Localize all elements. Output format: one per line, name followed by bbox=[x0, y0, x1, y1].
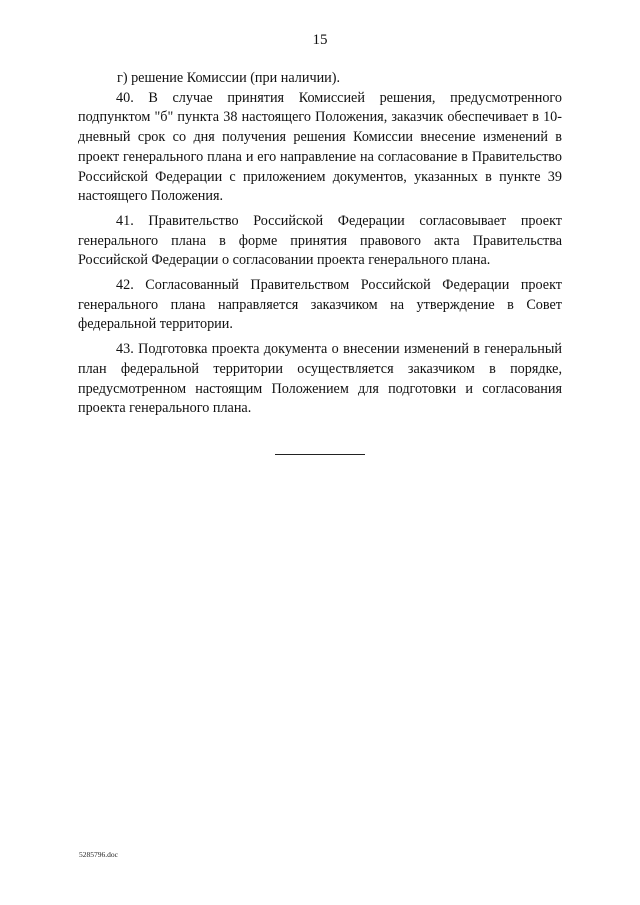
page-number: 15 bbox=[312, 32, 328, 48]
paragraph-43: 43. Подготовка проекта документа о внесении изменений в генеральный план федеральной территории осуществляется заказчиком в порядке, предусмотренном настоящим Положением для подготовки и согласования проекта генерального плана. bbox=[78, 341, 562, 417]
end-separator-line bbox=[275, 454, 365, 455]
footer-file-code: 5285796.doc bbox=[79, 850, 118, 859]
paragraph-42: 42. Согласованный Правительством Российской Федерации проект генерального плана направляется заказчиком на утверждение в Совет федеральной территории. bbox=[78, 277, 562, 333]
document-body bbox=[78, 69, 562, 419]
paragraph-item-g: г) решение Комиссии (при наличии). bbox=[117, 70, 341, 86]
paragraph-41: 41. Правительство Российской Федерации согласовывает проект генерального плана в форме принятия правового акта Правительства Российской Федерации о согласовании проекта генерального плана. bbox=[78, 212, 562, 269]
paragraph-40: 40. В случае принятия Комиссией решения, предусмотренного подпунктом "б" пункта 38 настоящего Положения, заказчик обеспечивает в 10-дневный срок со дня получения решения Комиссии внесение изменений в проект генерального плана и его направление на согласование в Правительство Российской Федерации с приложением документов, указанных в пункте 39 настоящего Положения. bbox=[78, 89, 562, 205]
